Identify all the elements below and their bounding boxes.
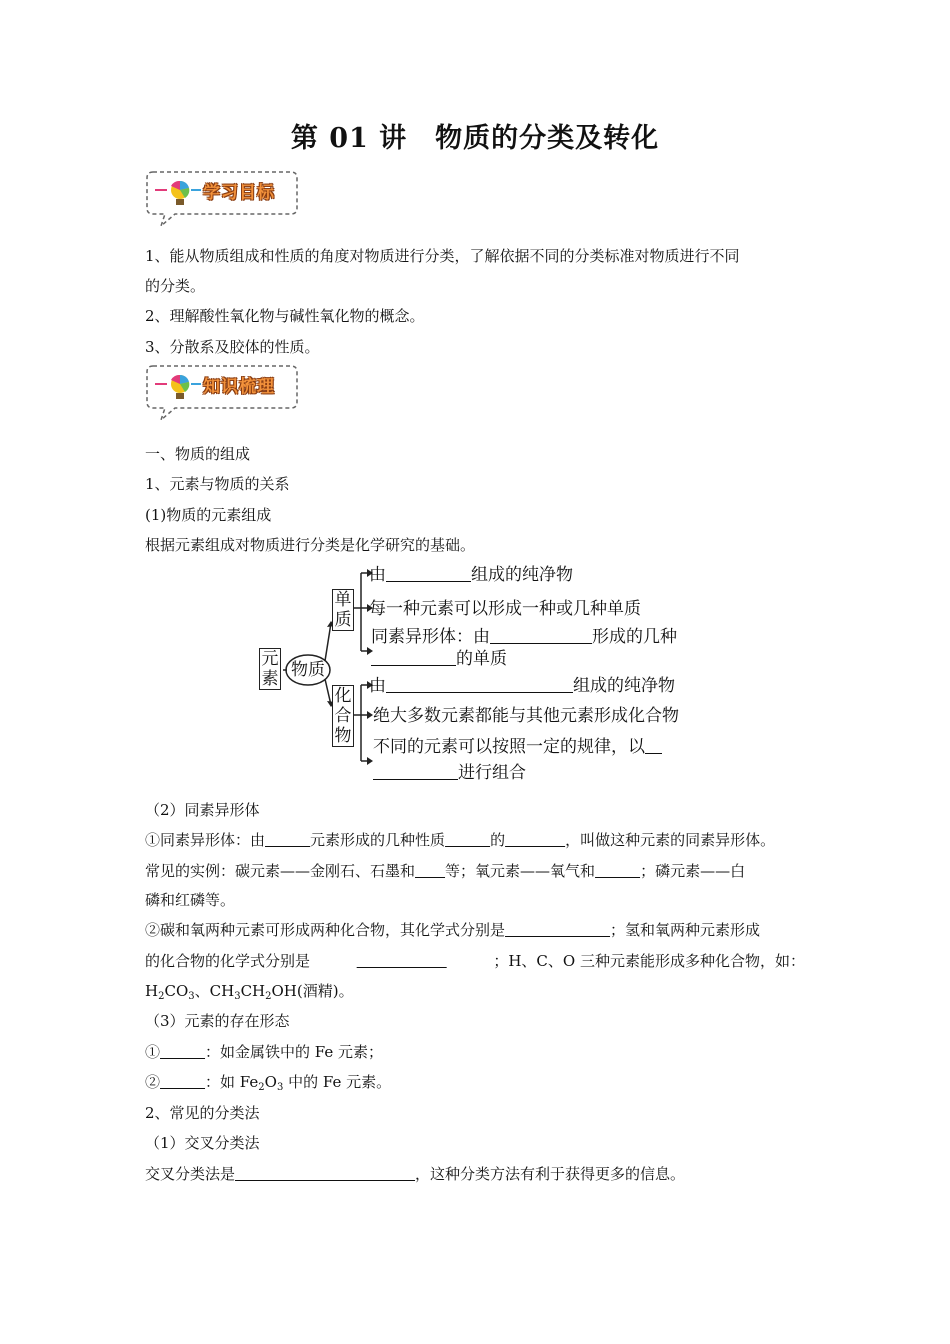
allotrope-examples (145, 861, 745, 881)
text: ；H、C、O 三种元素能形成多种化合物，如： (493, 952, 805, 970)
compounds-line (145, 920, 760, 940)
blank (595, 862, 640, 880)
subscript: 2 (158, 991, 165, 1002)
allotrope-definition (145, 830, 775, 850)
section-heading: 2、常见的分类法 (145, 1104, 260, 1122)
diagram-line-b4 (373, 763, 526, 783)
element-substance-diagram (255, 563, 695, 788)
text: 等；氧元素——氧气和 (445, 862, 596, 880)
compounds-line-cont (145, 951, 805, 971)
text: ②碳和氧两种元素可形成两种化合物，其化学式分别是 (145, 921, 506, 939)
text: 组成的纯净物 (573, 676, 675, 696)
subsection-heading: （3）元素的存在形态 (145, 1012, 290, 1030)
element-box: 元素 (259, 648, 281, 690)
text: 的化合物的化学式分别是 (145, 952, 311, 970)
existence-form-1 (145, 1042, 383, 1062)
text: 由 (369, 676, 386, 696)
goal-2: 2、理解酸性氧化物与碱性氧化物的概念。 (145, 307, 425, 325)
existence-form-2 (145, 1072, 391, 1092)
diagram-line-a2: 每一种元素可以形成一种或几种单质 (369, 599, 641, 619)
goal-1-line-b: 的分类。 (145, 277, 206, 295)
text: ① (145, 1043, 161, 1061)
text: ② (145, 1073, 161, 1091)
blank (373, 763, 458, 783)
subscript: 2 (258, 1082, 265, 1093)
compound-box: 化合物 (332, 685, 354, 747)
text: 组成的纯净物 (471, 565, 573, 585)
text: O (264, 1073, 277, 1091)
text: 由 (369, 565, 386, 585)
text: 同素异形体：由 (371, 627, 490, 647)
subscript: 3 (188, 991, 195, 1002)
subscript: 3 (234, 991, 241, 1002)
simple-substance-box: 单质 (332, 589, 354, 631)
text: 的单质 (456, 649, 507, 669)
blank (415, 862, 445, 880)
diagram-line-a4 (371, 649, 507, 669)
goal-3: 3、分散系及胶体的性质。 (145, 338, 320, 356)
blank (235, 1165, 415, 1183)
text: 交叉分类法是 (145, 1165, 236, 1183)
diagram-line-b1 (369, 676, 675, 696)
allotrope-examples-cont: 磷和红磷等。 (145, 891, 236, 909)
diagram-line-b2: 绝大多数元素都能与其他元素形成化合物 (373, 706, 679, 726)
text: 元素形成的几种性质 (310, 831, 446, 849)
subsection-heading: （2）同素异形体 (145, 801, 260, 819)
blank (386, 565, 471, 585)
blank (357, 951, 447, 971)
badge-label: 知识梳理 (203, 377, 275, 397)
substance-label: 物质 (291, 660, 325, 680)
blank (160, 1043, 205, 1061)
goal-1-line-a: 1、能从物质组成和性质的角度对物质进行分类，了解依据不同的分类标准对物质进行不同 (145, 247, 740, 265)
text: 不同的元素可以按照一定的规律，以 (373, 737, 645, 757)
diagram-line-a1 (369, 565, 573, 585)
blank (160, 1073, 205, 1091)
blank (645, 737, 662, 757)
learning-goals-badge (145, 168, 299, 230)
diagram-line-a3 (371, 627, 677, 647)
text: ，这种分类方法有利于获得更多的信息。 (415, 1165, 686, 1183)
blank (265, 831, 310, 849)
text: 中的 Fe 元素。 (283, 1073, 392, 1091)
text: ①同素异形体：由 (145, 831, 266, 849)
paragraph: 根据元素组成对物质进行分类是化学研究的基础。 (145, 536, 476, 554)
page-title: 第 01 讲 物质的分类及转化 (290, 123, 660, 154)
text: CO (164, 982, 189, 1000)
subscript: 3 (276, 1082, 284, 1093)
text: OH(酒精)。 (271, 982, 354, 1000)
badge-label: 学习目标 (203, 183, 275, 203)
blank (505, 921, 610, 939)
section-heading: 一、物质的组成 (145, 445, 251, 463)
text: 的 (490, 831, 506, 849)
blank (386, 676, 573, 696)
knowledge-review-badge (145, 362, 299, 424)
cross-classification-line (145, 1164, 685, 1184)
text: ，叫做这种元素的同素异形体。 (565, 831, 776, 849)
text: ；氢和氧两种元素形成 (610, 921, 761, 939)
text: ；磷元素——白 (640, 862, 746, 880)
text: H (145, 982, 159, 1000)
text: 、CH (194, 982, 235, 1000)
formula-examples (145, 981, 354, 1001)
text: CH (240, 982, 266, 1000)
subscript: 2 (265, 991, 272, 1002)
text: 形成的几种 (592, 627, 677, 647)
blank (490, 627, 592, 647)
text: 进行组合 (458, 763, 526, 783)
blank (505, 831, 565, 849)
subsection-heading: (1)物质的元素组成 (145, 506, 272, 524)
blank (371, 649, 456, 669)
diagram-line-b3 (373, 737, 662, 757)
text: ：如 Fe (205, 1073, 259, 1091)
text: ：如金属铁中的 Fe 元素； (205, 1043, 384, 1061)
text: 常见的实例：碳元素——金刚石、石墨和 (145, 862, 416, 880)
subsection-heading: （1）交叉分类法 (145, 1134, 260, 1152)
blank (445, 831, 490, 849)
subsection-heading: 1、元素与物质的关系 (145, 475, 290, 493)
